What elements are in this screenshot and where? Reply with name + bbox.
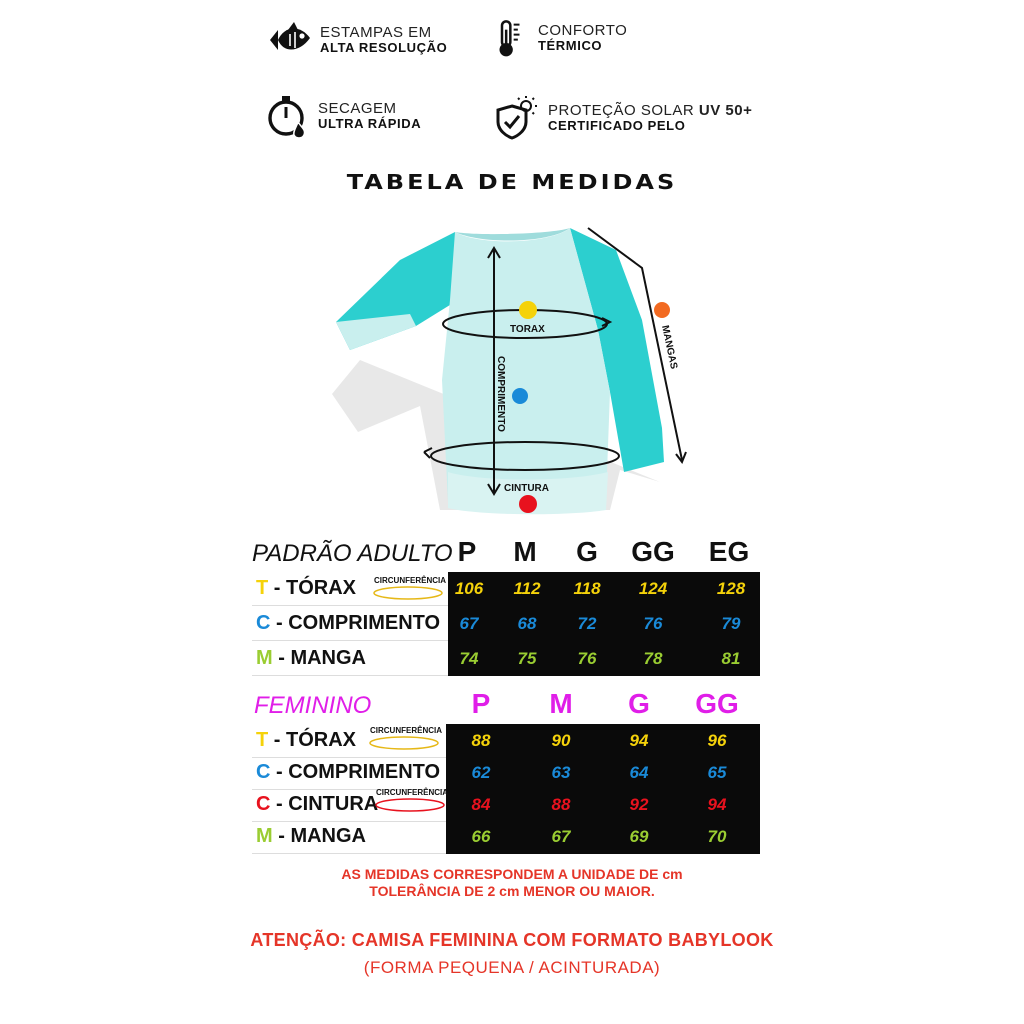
feminine-size-g: G (628, 688, 650, 719)
comprimento-dot (512, 388, 528, 404)
feature-comfort (492, 14, 627, 62)
circumference-arc-icon (372, 794, 448, 816)
torax-label: TORAX (510, 324, 545, 335)
thermometer-icon (492, 14, 532, 62)
fem-torax-gg: 96 (707, 731, 727, 750)
adult-table (252, 536, 762, 682)
circumference-label: CIRCUNFERÊNCIA (376, 788, 448, 797)
shirt-diagram (320, 210, 720, 540)
adult-manga-p: 74 (459, 649, 479, 668)
row-letter: C (256, 761, 271, 783)
fem-comprimento-m: 63 (551, 763, 571, 782)
comprimento-label: COMPRIMENTO (495, 356, 506, 432)
adult-comprimento-gg: 76 (643, 614, 663, 633)
circumference-badge (370, 726, 442, 735)
cintura-label: CINTURA (504, 483, 549, 494)
adult-manga-g: 76 (577, 649, 597, 668)
fem-cintura-gg: 94 (707, 795, 727, 814)
mangas-label: MANGAS (659, 324, 680, 371)
adult-manga-gg: 78 (643, 649, 663, 668)
torax-dot (519, 301, 537, 319)
fem-manga-gg: 70 (707, 827, 727, 846)
feature-drying (264, 92, 421, 140)
feminine-size-p: P (471, 688, 491, 719)
adult-size-g: G (576, 536, 598, 567)
fem-cintura-g: 92 (629, 795, 649, 814)
feature-uv-line1 (548, 102, 752, 119)
adult-comprimento-g: 72 (577, 614, 597, 633)
row-label: - COMPRIMENTO (276, 612, 441, 634)
shield-sun-icon (494, 94, 542, 142)
feature-prints-line1: ESTAMPAS EM (320, 23, 432, 41)
row-label: - COMPRIMENTO (276, 761, 441, 783)
circumference-label: CIRCUNFERÊNCIA (370, 726, 442, 735)
table-row (252, 642, 448, 676)
row-letter: C (256, 793, 271, 815)
adult-torax-g: 118 (573, 579, 601, 598)
circumference-badge (376, 788, 448, 797)
circumference-label: CIRCUNFERÊNCIA (374, 576, 446, 585)
row-letter: M (256, 825, 273, 847)
table-row (252, 724, 446, 758)
fem-comprimento-g: 64 (629, 763, 649, 782)
adult-size-gg: GG (631, 536, 675, 567)
feature-uv-line1-bold: UV 50+ (698, 101, 753, 119)
fem-manga-p: 66 (471, 827, 491, 846)
row-letter: M (256, 647, 273, 669)
adult-torax-p: 106 (454, 579, 484, 598)
fish-icon (266, 16, 314, 64)
feminine-size-m: M (549, 688, 573, 719)
adult-manga-eg: 81 (721, 649, 741, 668)
fem-comprimento-p: 62 (471, 763, 491, 782)
stopwatch-drop-icon (264, 92, 312, 140)
adult-size-m: M (513, 536, 537, 567)
feature-uv-line2: CERTIFICADO PELO (548, 118, 686, 134)
feature-drying-line2: ULTRA RÁPIDA (318, 116, 422, 132)
feature-prints (266, 16, 447, 64)
adult-comprimento-m: 68 (517, 614, 537, 633)
cintura-dot (519, 495, 537, 513)
fem-torax-g: 94 (629, 731, 649, 750)
row-label: - CINTURA (276, 793, 379, 815)
table-row (252, 756, 446, 790)
adult-torax-gg: 124 (638, 579, 668, 598)
circumference-arc-icon (370, 582, 446, 604)
fem-manga-m: 67 (551, 827, 571, 846)
feature-drying-line1: SECAGEM (318, 99, 397, 117)
adult-torax-eg: 128 (716, 579, 746, 598)
row-label: - MANGA (278, 647, 366, 669)
row-letter: T (256, 729, 269, 751)
fem-torax-m: 90 (551, 731, 571, 750)
table-row (252, 572, 448, 606)
row-letter: T (256, 577, 269, 599)
feminine-table (252, 688, 762, 854)
fem-torax-p: 88 (471, 731, 491, 750)
feature-uv-line1-text: PROTEÇÃO SOLAR (548, 101, 695, 119)
row-letter: C (256, 612, 271, 634)
fem-cintura-p: 84 (471, 795, 491, 814)
table-row (252, 607, 448, 641)
adult-size-p: P (457, 536, 477, 567)
fem-comprimento-gg: 65 (707, 763, 727, 782)
feature-prints-line2: ALTA RESOLUÇÃO (320, 40, 448, 56)
fem-cintura-m: 88 (551, 795, 571, 814)
table-row (252, 820, 446, 854)
fem-manga-g: 69 (629, 827, 649, 846)
adult-comprimento-p: 67 (459, 614, 479, 633)
page-title: TABELA DE MEDIDAS (346, 170, 678, 194)
mangas-dot (654, 302, 670, 318)
adult-torax-m: 112 (513, 579, 541, 598)
table-row (252, 788, 446, 822)
feature-comfort-line1: CONFORTO (538, 21, 628, 39)
row-label: - MANGA (278, 825, 366, 847)
adult-size-eg: EG (708, 536, 750, 567)
feminine-table-title: FEMININO (254, 692, 372, 719)
measurement-note-line2: TOLERÂNCIA DE 2 cm MENOR OU MAIOR. (369, 882, 655, 899)
adult-table-title: PADRÃO ADULTO (252, 540, 453, 567)
feature-uv (494, 94, 752, 142)
feminine-size-gg: GG (695, 688, 739, 719)
row-label: - TÓRAX (273, 577, 356, 599)
circumference-badge (374, 576, 446, 585)
attention-line1: ATENÇÃO: CAMISA FEMININA COM FORMATO BABYLOOK (250, 930, 774, 950)
circumference-arc-icon (366, 732, 442, 754)
attention-line2: (FORMA PEQUENA / ACINTURADA) (363, 958, 661, 977)
adult-comprimento-eg: 79 (721, 614, 741, 633)
row-label: - TÓRAX (273, 729, 356, 751)
measurement-note (0, 866, 1024, 900)
adult-manga-m: 75 (517, 649, 537, 668)
feature-comfort-line2: TÉRMICO (538, 38, 603, 54)
measurement-note-line1: AS MEDIDAS CORRESPONDEM A UNIDADE DE cm (341, 866, 683, 882)
